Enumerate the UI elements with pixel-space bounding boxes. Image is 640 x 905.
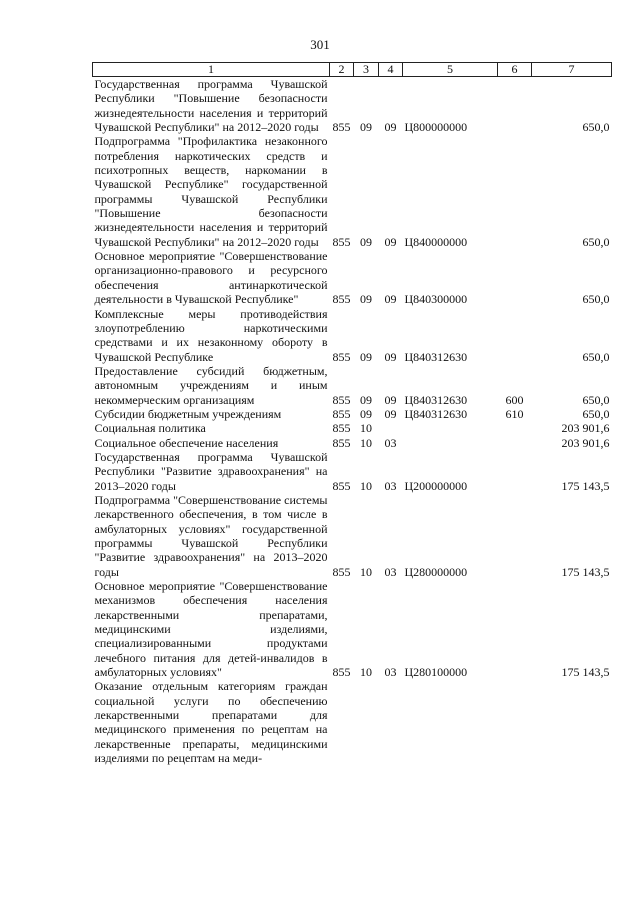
section-code: [354, 679, 379, 765]
section-code: 10: [360, 564, 372, 579]
row-name: Государственная программа Чувашской Республики "Развитие здравоохранения" на 2013–2020 годы: [94, 449, 328, 493]
ministry-code: 855: [332, 120, 351, 135]
subsection-code: [379, 421, 403, 435]
table-row: [93, 579, 612, 679]
section-code: 10: [360, 665, 372, 680]
column-header: 2: [330, 63, 354, 77]
subsection-code: 09: [384, 392, 397, 407]
budget-table: [92, 62, 612, 766]
row-name: Социальная политика: [94, 421, 206, 436]
row-name: Подпрограмма "Профилактика незаконного потребления наркотических средств и психотропных веществ, наркомании в Чувашской Республике" государственной программы Чувашской Республики "Повышение безопасности жизнедеятельности населения и территорий Чувашской Республики" на 2012–2020 годы: [94, 134, 328, 249]
expense-type: [498, 493, 532, 579]
table-row: [93, 679, 612, 765]
ministry-code: 855: [332, 234, 351, 249]
row-name: Государственная программа Чувашской Республики "Повышение безопасности жизнедеятельности населения и территорий Чувашской Республики" на 2012–2020 годы: [94, 77, 328, 135]
subsection-code: 09: [384, 406, 397, 421]
subsection-code: 09: [384, 349, 397, 364]
expense-type: [498, 579, 532, 679]
expense-type: 610: [505, 406, 524, 421]
expense-type: [498, 249, 532, 306]
table-row: [93, 249, 612, 306]
ministry-code: 855: [332, 478, 351, 493]
ministry-code: [330, 679, 354, 765]
section-code: 09: [360, 349, 372, 364]
subsection-code: 03: [384, 665, 397, 680]
target-article: Ц840312630: [404, 349, 468, 364]
row-name: Оказание отдельным категориям граждан социальной услуги по обеспечению лекарственными препаратами для медицинского применения по рецептам на лекарственные препараты, медицинскими изделиями по рецептам на меди-: [94, 679, 328, 766]
table-row: [93, 450, 612, 493]
row-name: Основное мероприятие "Совершенствование организационно-правового и ресурсного обеспечения антинаркотической деятельности в Чувашской Республике": [94, 249, 328, 307]
target-article: Ц200000000: [404, 478, 468, 493]
column-header: 5: [403, 63, 498, 77]
subsection-code: 09: [384, 234, 397, 249]
subsection-code: 09: [384, 120, 397, 135]
expense-type: [498, 436, 532, 450]
expense-type: 600: [505, 392, 524, 407]
subsection-code: 03: [384, 564, 397, 579]
target-article: [403, 436, 498, 450]
section-code: 09: [360, 234, 372, 249]
expense-type: [498, 421, 532, 435]
table-row: [93, 421, 612, 435]
section-code: 10: [360, 421, 372, 436]
amount: 650,0: [582, 234, 610, 249]
subsection-code: 03: [384, 478, 397, 493]
ministry-code: 855: [332, 665, 351, 680]
table-row: [93, 436, 612, 450]
table-body: [93, 77, 612, 766]
table-row: [93, 493, 612, 579]
ministry-code: 855: [332, 421, 351, 436]
target-article: Ц280100000: [404, 665, 468, 680]
row-name: Субсидии бюджетным учреждениям: [94, 406, 282, 421]
amount: 203 901,6: [561, 435, 610, 450]
section-code: 09: [360, 292, 372, 307]
expense-type: [498, 77, 532, 135]
ministry-code: 855: [332, 392, 351, 407]
target-article: [403, 679, 498, 765]
table-row: [93, 134, 612, 249]
section-code: 09: [360, 406, 372, 421]
subsection-code: [379, 679, 403, 765]
section-code: 09: [360, 120, 372, 135]
target-article: Ц840312630: [404, 392, 468, 407]
table-row: [93, 364, 612, 407]
ministry-code: 855: [332, 406, 351, 421]
column-header: 6: [498, 63, 532, 77]
target-article: Ц840300000: [404, 292, 468, 307]
column-header: 7: [532, 63, 612, 77]
table-row: [93, 77, 612, 135]
row-name: Основное мероприятие "Совершенствование механизмов обеспечения населения лекарственными препаратами, медицинскими изделиями, специализированными продуктами лечебного питания для детей-инвалидов в амбулаторных условиях": [94, 579, 328, 680]
subsection-code: 09: [384, 292, 397, 307]
ministry-code: 855: [332, 435, 351, 450]
amount: 650,0: [582, 392, 610, 407]
row-name: Подпрограмма "Совершенствование системы лекарственного обеспечения, в том числе в амбулаторных условиях" государственной программы Чувашской Республики "Развитие здравоохранения" на 2013–2020 годы: [94, 492, 328, 579]
section-code: 09: [360, 392, 372, 407]
amount: [532, 679, 612, 765]
expense-type: [498, 450, 532, 493]
amount: 650,0: [582, 120, 610, 135]
amount: 650,0: [582, 406, 610, 421]
amount: 203 901,6: [561, 421, 610, 436]
column-header: 4: [379, 63, 403, 77]
expense-type: [498, 307, 532, 364]
target-article: Ц840000000: [404, 234, 468, 249]
page-number: 301: [310, 37, 330, 52]
table-row: [93, 307, 612, 364]
amount: 650,0: [582, 292, 610, 307]
expense-type: [498, 679, 532, 765]
row-name: Социальное обеспечение населения: [94, 435, 279, 450]
ministry-code: 855: [332, 564, 351, 579]
section-code: 10: [360, 478, 372, 493]
column-header: 3: [354, 63, 379, 77]
column-header: 1: [93, 63, 330, 77]
amount: 175 143,5: [561, 478, 610, 493]
amount: 175 143,5: [561, 564, 610, 579]
table-row: [93, 407, 612, 421]
expense-type: [498, 134, 532, 249]
subsection-code: 03: [384, 435, 397, 450]
section-code: 10: [360, 435, 372, 450]
row-name: Комплексные меры противодействия злоупотреблению наркотическими средствами и их незаконному обороту в Чувашской Республике: [94, 306, 328, 364]
amount: 175 143,5: [561, 665, 610, 680]
target-article: Ц280000000: [404, 564, 468, 579]
row-name: Предоставление субсидий бюджетным, автономным учреждениям и иным некоммерческим организациям: [94, 363, 328, 407]
target-article: Ц800000000: [404, 120, 468, 135]
amount: 650,0: [582, 349, 610, 364]
target-article: [403, 421, 498, 435]
ministry-code: 855: [332, 349, 351, 364]
table-header: [93, 63, 612, 77]
ministry-code: 855: [332, 292, 351, 307]
target-article: Ц840312630: [404, 406, 468, 421]
